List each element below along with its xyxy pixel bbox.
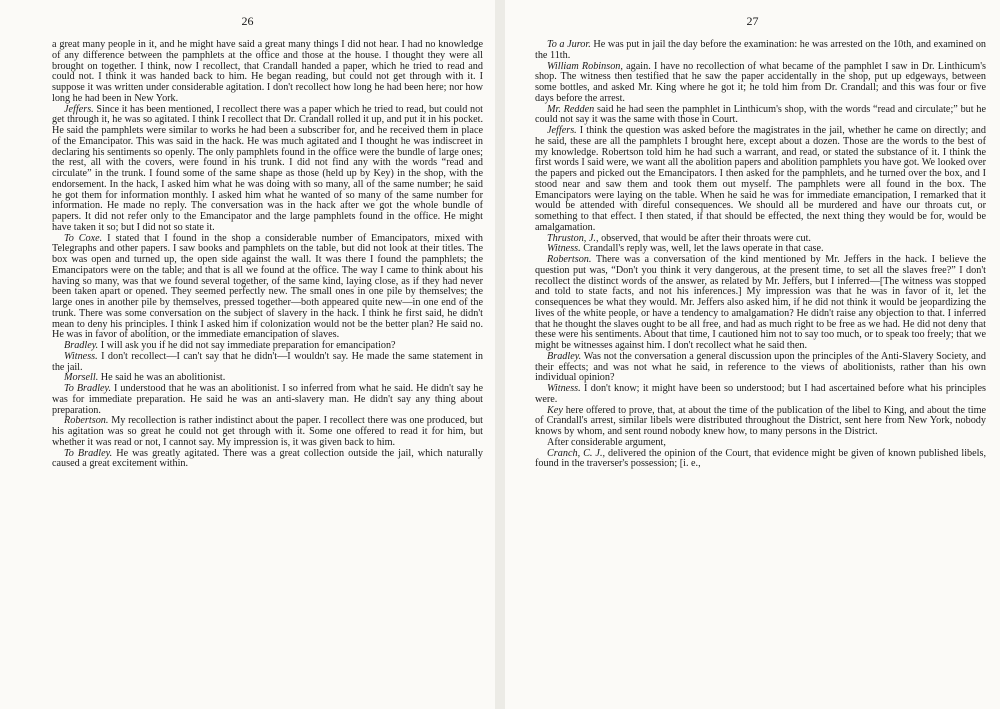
paragraph (52, 40, 483, 105)
left-page-text (0, 40, 495, 470)
paragraph-text: My recollection is rather indistinct about the paper. I recollect there was one produced, but his agitation was so great he could not get through with it. Some one offered to read it for him, but whether it was read or not, I cannot say. My impression is, it was given back to him. (52, 415, 484, 448)
paragraph (535, 352, 986, 384)
paragraph-text: I stated that I found in the shop a considerable number of Emancipators, mixed with Telegraphs and other papers. I saw books and pamphlets on the table, but did not look at their titles. The box was open and turned up, the open side against the wall. It was there I found the pamphlets; the Emancipators were on the table; and that is all we found at the office. The way I came to think about his having so many, was that we found several together, of the same kind, laying close, as if they had never been taken apart or opened. They seemed perfectly new. The small ones in one pile by themselves; the large ones in another pile by themselves, pressed together—both appeared quite new—in one end of the trunk. There was some conversation on the subject of slavery in the hack. I think he first said, he didn't mean to deny his principles. I think I asked him if colonization would not be the better plan? He said no. He was in favor of abolition, or the immediate emancipation of slaves. (52, 232, 483, 341)
paragraph-text: I don't recollect—I can't say that he didn't—I wouldn't say. He made the same statement in the jail. (52, 350, 483, 373)
paragraph (52, 416, 483, 448)
speaker-name: Mr. Redden (547, 103, 595, 115)
right-page (505, 0, 1000, 709)
speaker-name: Key (547, 404, 563, 416)
paragraph-text: I will ask you if he did not say immediate preparation for emancipation? (100, 340, 396, 351)
paragraph (52, 352, 483, 374)
speaker-name: Cranch, C. J., (547, 447, 606, 459)
paragraph (535, 255, 986, 352)
paragraph (535, 449, 986, 471)
paragraph (535, 105, 986, 127)
paragraph-text: I understood that he was an abolitionist. I so inferred from what he said. He didn't say he was for immediate preparation. He said he was an anti-slavery man. He didn't say any thing about preparation. (52, 383, 483, 416)
speaker-name: Bradley. (64, 340, 99, 351)
speaker-name: To Coxe. (64, 232, 103, 244)
speaker-name: Thruston, J., (547, 232, 599, 244)
speaker-name: Witness. (64, 350, 98, 362)
paragraph-text: There was a conversation of the kind mentioned by Mr. Jeffers in the hack. I believe the question put was, “Don't you think it very dangerous, at the present time, to set all the slaves free?” I don't recollect the distinct words of the answer, as related by Mr. Jeffers, but I inferred—[The witness was stopped and told to state facts, and not his inferences.] My impression was that he was in favor of it, let the consequences be what they would. Mr. Jeffers also asked him, if he did not think it would be jeopardizing the lives of the white people, or have a tendency to amalgamation? He didn't raise any objection to that. I inferred that he thought the slaves ought to be all free, and had as much right to be free as we had. He did not deny that these were his sentiments. About that time, I cautioned him not to say too much, or to speak too freely; that we might be witnesses against him. I don't recollect what he said then. (535, 254, 986, 351)
left-page (0, 0, 495, 709)
paragraph-text: I think the question was asked before the magistrates in the jail, whether he came on directly; and he said, these are all the pamphlets I brought here, except about a dozen. Those are the words to the best of my knowledge. Robertson told him he had such a warrant, and read, or stated the substance of it. I think the first words I said were, we want all the abolition papers and abolition pamphlets you have got. We looked over the papers and picked out the Emancipators. I then asked for the pamphlets, and he turned over the box, and I stood near and saw them and took them out myself. The pamphlets were all found in the box. The Emancipators were laying on the table. When he said he was for immediate emancipation, I remarked that it would be attended with direful consequences. We should all be murdered and have our throats cut, or something to that effect. I then stated, if that should be effected, the next thing they would be for, would be amalgamation. (535, 125, 986, 233)
paragraph-text: observed, that would be after their throats were cut. (601, 232, 811, 244)
speaker-name: Morsell. (64, 372, 99, 384)
paragraph-text: again. I have no recollection of what became of the pamphlet I saw in Dr. Linthicum's shop. The witness then testified that he saw the paper accidentally in the shop, put up edgeways, between some bottles, and asked Mr. King where he got it; he told him from Dr. Crandall; and this was four or five days before the arrest. (535, 60, 987, 104)
paragraph (52, 234, 483, 342)
speaker-name: Robertson. (64, 415, 109, 427)
paragraph (535, 406, 986, 438)
right-page-number: 27 (746, 14, 759, 28)
paragraph (535, 62, 986, 105)
speaker-name: Jeffers. (547, 125, 577, 136)
paragraph (52, 384, 483, 416)
speaker-name: To a Juror. (547, 39, 591, 50)
speaker-name: Bradley. (547, 350, 582, 362)
left-page-number: 26 (241, 14, 254, 28)
paragraph-text: Crandall's reply was, well, let the laws operate in that case. (583, 243, 824, 255)
paragraph-text: He said he was an abolitionist. (100, 372, 226, 384)
paragraph-text: After considerable argument, (547, 436, 666, 448)
speaker-name: Witness. (547, 383, 581, 394)
paragraph-text: He was put in jail the day before the examination: he was arrested on the 10th, and examined on the 11th. (535, 39, 987, 61)
paragraph (535, 126, 986, 234)
paragraph (535, 384, 986, 406)
paragraph (52, 105, 483, 234)
paragraph-text: Since it has been mentioned, I recollect there was a paper which he tried to read, but could not get through it, he was so agitated. I think I recollect that Dr. Crandall rolled it up, and put it in his pocket. He said the pamphlets were similar to works he had been a subscriber for, and he received them in place of the Emancipator. This was said in the hack. He was much agitated and I thought he was indiscreet in declaring his sentiments so openly. The only pamphlets found in the office were the bundle of large ones; the rest, all with the covers, were found in his trunk. I did not find any with the words “read and circulate” in the trunk. I found some of the same shape as those (held up by Key) in the shop, with the endorsement. In the hack, I asked him what he was doing with so many, all of the same number; he said he got them for information monthly. I asked him what he wanted of so many of the same number for information. He made no reply. The conversation was in the hack after we got the whole bundle of papers. It did not refer only to the Emancipator and the large pamphlets found in the office. He might have taken it so; but I did not so state it. (52, 103, 484, 233)
book-gutter (495, 0, 505, 709)
paragraph (535, 40, 986, 62)
paragraph (52, 449, 483, 471)
right-page-text (505, 40, 1000, 470)
paragraph-text: He was greatly agitated. There was a great collection outside the jail, which naturally caused a great excitement within. (52, 447, 483, 470)
speaker-name: Witness. (547, 243, 581, 255)
speaker-name: Jeffers. (64, 103, 94, 115)
speaker-name: Robertson. (547, 254, 592, 265)
paragraph-text: Was not the conversation a general discussion upon the principles of the Anti-Slavery Society, and their effects; and was not what he said, in reference to the views of abolitionists, rather than his own individual opinion? (535, 350, 986, 384)
paragraph-text: delivered the opinion of the Court, that evidence might be given of known published libels, found in the traverser's possession; [i. e., (535, 447, 987, 470)
paragraph-text: a great many people in it, and he might have said a great many things I did not hear. I had no knowledge of any difference between the pamphlets at the office and those at the house. I thought they were all brought on together. I think, now I recollect, that Crandall handed a paper, which he tried to read and could not. I think it was handed back to him. He began reading, but could not get through with it. I suppose it was written under considerable agitation. I don't recollect how long he had been here; nor how long he had been in New York. (52, 39, 483, 104)
paragraph-text: said he had seen the pamphlet in Linthicum's shop, with the words “read and circulate;” but he could not say it was the same with those in Court. (535, 103, 987, 126)
paragraph-text: here offered to prove, that, at about the time of the publication of the libel to King, and about the time of Crandall's arrest, similar libels were distributed throughout the District, sent here from New York, nobody knows by whom, and sent round nobody knew how, to many persons in the District. (535, 404, 987, 437)
speaker-name: To Bradley. (64, 383, 112, 394)
speaker-name: William Robinson, (547, 60, 623, 72)
speaker-name: To Bradley. (64, 447, 113, 459)
paragraph-text: I don't know; it might have been so understood; but I had ascertained before what his principles were. (535, 383, 987, 405)
